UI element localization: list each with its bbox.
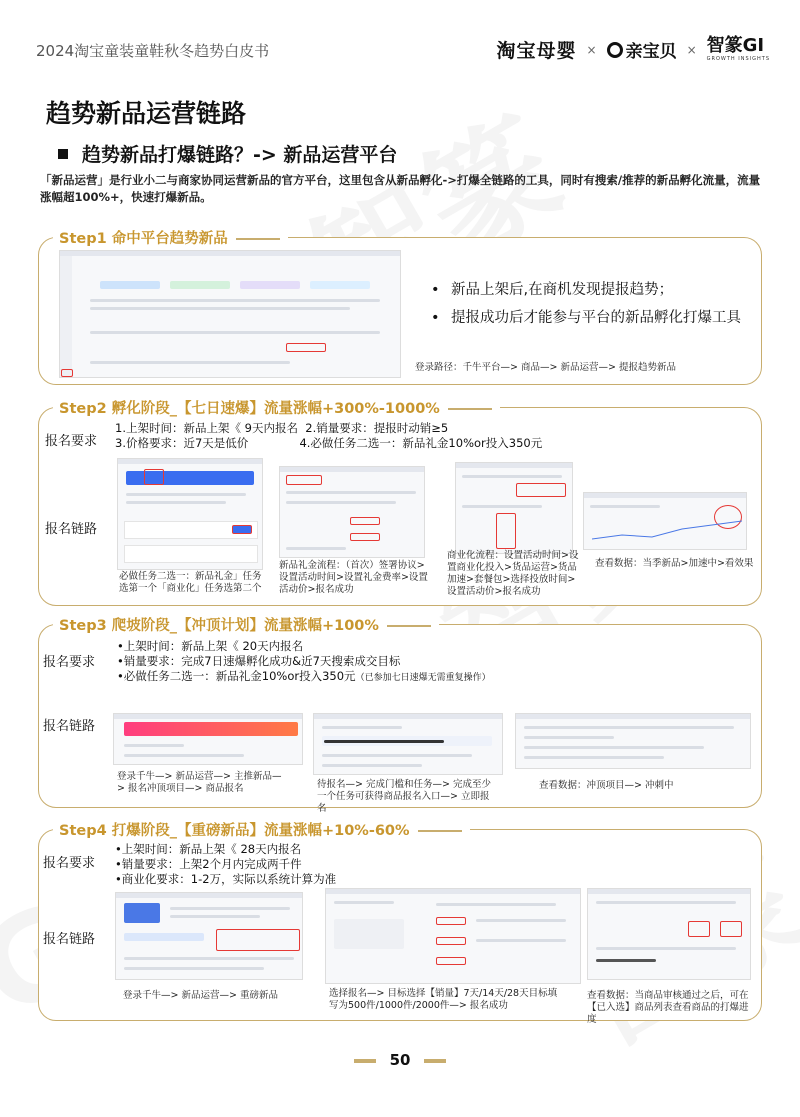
step3-req-line1: •上架时间：新品上架《 20天内报名 — [117, 639, 304, 653]
step2-screenshot-1 — [117, 458, 263, 570]
zhice-gi-logo — [707, 37, 770, 62]
subheading-text: 趋势新品打爆链路？-> 新品运营平台 — [82, 144, 398, 166]
step4-req-label: 报名要求 — [43, 856, 96, 871]
step4-title: Step4 打爆阶段_【重磅新品】流量涨幅+10%-60% — [53, 819, 470, 840]
step3-screenshot-2 — [313, 713, 503, 775]
step2-req-line2: 3.价格要求：近7天是低价 4.必做任务二选一：新品礼金10%or投入350元 — [115, 436, 543, 450]
q-circle-icon — [607, 42, 623, 58]
step1-screenshot — [59, 250, 401, 378]
step3-req-label: 报名要求 — [43, 655, 96, 670]
step1-bullet-list — [431, 276, 751, 332]
zhice-subtext: GROWTH INSIGHTS — [706, 56, 770, 62]
step4-box — [38, 823, 762, 1025]
step2-title: Step2 孵化阶段_【七日速爆】流量涨幅+300%-1000% — [53, 397, 500, 418]
document-title: 2024淘宝童装童鞋秋冬趋势白皮书 — [36, 42, 270, 60]
section-subheading — [58, 140, 397, 167]
step4-screenshot-1 — [115, 892, 303, 980]
step2-screenshot-3 — [455, 462, 573, 554]
step2-req-line1: 1.上架时间：新品上架《 9天内报名 2.销量要求：提报时动销≥5 — [115, 421, 449, 435]
step4-req-line2: •销量要求：上架2个月内完成两千件 — [115, 857, 302, 871]
taobao-muying-logo: 淘宝母婴 — [496, 40, 577, 62]
step1-title: Step1 命中平台趋势新品 — [53, 227, 288, 248]
step3-caption-2: 待报名—> 完成门槛和任务—> 完成至少一个任务可获得商品报名入口—> 立即报名 — [317, 779, 491, 814]
step2-caption-2: 新品礼金流程：（首次）签署协议>设置活动时间>设置礼金费率>设置活动价>报名成功 — [279, 560, 428, 595]
step3-req-line2: •销量要求：完成7日速爆孵化成功&近7天搜索成交目标 — [117, 654, 401, 668]
step3-chain-label: 报名链路 — [43, 719, 96, 734]
step2-chain-label: 报名链路 — [45, 522, 98, 537]
step3-box — [38, 618, 762, 814]
qinbaobei-logo — [607, 37, 677, 62]
step2-req-label: 报名要求 — [45, 434, 98, 449]
step3-caption-3: 查看数据：冲顶项目—> 冲刺中 — [539, 780, 674, 791]
step1-box — [38, 231, 762, 385]
step3-req-line3: •必做任务二选一：新品礼金10%or投入350元（已参加七日速爆无需重复操作） — [117, 669, 491, 683]
zhice-text: 智篆GI — [706, 35, 765, 56]
page-title: 趋势新品运营链路 — [46, 99, 247, 128]
page-number: 50 — [389, 1051, 411, 1069]
step4-chain-label: 报名链路 — [43, 932, 96, 947]
step4-caption-2: 选择报名—> 目标选择【销量】7天/14天/28天目标填写为500件/1000件/2000件—> 报名成功 — [329, 988, 558, 1011]
step2-screenshot-4 — [583, 492, 747, 550]
step4-caption-1: 登录千牛—> 新品运营—> 重磅新品 — [123, 990, 278, 1001]
step3-req-note: （已参加七日速爆无需重复操作） — [355, 673, 491, 683]
step2-caption-3: 商业化流程：设置活动时间>设置商业化投入>货品运营>货品加速>套餐包>选择投放时间>设置活动价>报名成功 — [447, 550, 579, 597]
step4-screenshot-3 — [587, 888, 751, 980]
step2-caption-1: 必做任务二选一：新品礼金」任务选第一个「商业化」任务选第二个 — [119, 571, 262, 594]
footer-dash-right — [424, 1059, 446, 1063]
footer-dash-left — [354, 1059, 376, 1063]
square-bullet-icon — [58, 149, 68, 159]
step4-req-line3: •商业化要求：1-2万，实际以系统计算为准 — [115, 872, 337, 886]
step1-bullet-2: • 提报成功后才能参与平台的新品孵化打爆工具 — [431, 304, 751, 332]
step4-req-line1: •上架时间：新品上架《 28天内报名 — [115, 842, 302, 856]
step4-screenshot-2 — [325, 888, 581, 984]
step1-login-path: 登录路径：千牛平台—> 商品—> 新品运营—> 提报趋势新品 — [415, 362, 676, 373]
page-header — [0, 0, 800, 70]
qinbaobei-text: 亲宝贝 — [625, 42, 677, 62]
step3-title: Step3 爬坡阶段_【冲顶计划】流量涨幅+100% — [53, 614, 439, 635]
logo-separator: × — [586, 42, 597, 57]
step2-caption-4: 查看数据：当季新品>加速中>看效果 — [595, 558, 754, 569]
intro-paragraph: 「新品运营」是行业小二与商家协同运营新品的官方平台，这里包含从新品孵化->打爆全链路的工具，同时有搜索/推荐的新品孵化流量，流量涨幅超100%+，快速打爆新品。 — [40, 173, 761, 204]
step2-screenshot-2 — [279, 466, 425, 558]
step2-box — [38, 401, 762, 606]
step3-screenshot-3 — [515, 713, 751, 769]
step3-caption-1: 登录千牛—> 新品运营—> 主推新品—> 报名冲顶项目—> 商品报名 — [117, 771, 282, 794]
step4-caption-3: 查看数据：当商品审核通过之后，可在【已入选】商品列表查看商品的打爆进度 — [587, 990, 749, 1025]
step1-bullet-1: • 新品上架后,在商机发现提报趋势； — [431, 276, 751, 304]
brand-logos — [497, 36, 771, 63]
step3-screenshot-1 — [113, 713, 303, 765]
logo-separator: × — [686, 42, 697, 57]
page-footer — [0, 1050, 800, 1069]
